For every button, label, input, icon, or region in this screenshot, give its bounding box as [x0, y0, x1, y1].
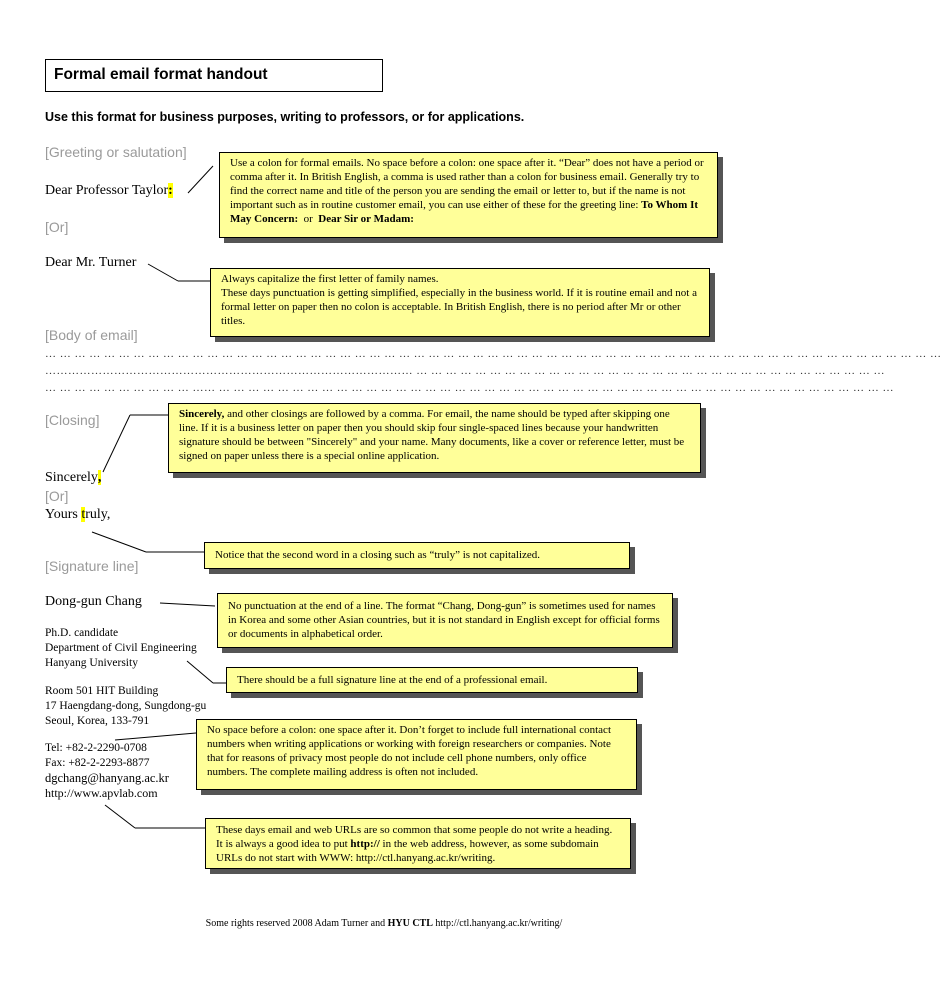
- body-label: [Body of email]: [45, 327, 138, 343]
- address-line: Room 501 HIT Building: [45, 685, 159, 697]
- signature-label: [Signature line]: [45, 558, 139, 574]
- page-title: Formal email format handout: [45, 59, 383, 92]
- note-truly: Notice that the second word in a closing such as “truly” is not capitalized.: [204, 542, 630, 569]
- address-block: [45, 684, 206, 729]
- closing-alt-pre: Yours: [45, 507, 82, 522]
- or-label-1: [Or]: [45, 219, 69, 235]
- footer-org: HYU CTL: [387, 918, 433, 929]
- closing-alt-highlight: t: [81, 507, 86, 522]
- closing-alt-post: ruly,: [85, 507, 111, 522]
- closing-text: Sincerely: [45, 470, 98, 485]
- note-greeting-mid: or: [298, 213, 319, 225]
- email-line: dgchang@hanyang.ac.kr: [45, 771, 169, 785]
- body-dots-1: … … … … … … … … … … … … … … … … … … … … … … … … … … … … … … … … … … … … … … … … … … … … … … … … … … … … … … … … … … … … …: [45, 348, 942, 360]
- closing-alt: [45, 507, 110, 523]
- closing-comma: ,: [97, 470, 102, 485]
- closing-label: [Closing]: [45, 412, 100, 428]
- footer: [0, 918, 768, 929]
- note-family-names-line-2: These days punctuation is getting simplified, especially in the business world. If it is routine email and not a formal letter on paper then no colon is acceptable. In British English, there is no period after Mr or other titles.: [221, 287, 697, 327]
- sig-line: Department of Civil Engineering: [45, 642, 197, 654]
- note-closing: [168, 403, 701, 473]
- note-urls-pre: These days email and web URLs are so common that some people do not write a heading. It is always a good idea to put: [216, 824, 613, 850]
- greeting-alt: Dear Mr. Turner: [45, 255, 137, 270]
- greeting-colon: :: [168, 183, 173, 198]
- sender-name: Dong-gun Chang: [45, 594, 142, 609]
- note-urls-bold: http://: [350, 838, 380, 850]
- note-greeting: [219, 152, 718, 238]
- greeting-line: [45, 183, 173, 199]
- note-contact: No space before a colon: one space after it. Don’t forget to include full international contact numbers when writing applications or working with foreign researchers or companies. Note that for reasons of privacy most people do not include cell phone numbers, only office numbers. The complete mailing address is often not included.: [196, 719, 637, 790]
- tel-line: Tel: +82-2-2290-0708: [45, 742, 147, 754]
- note-signature-line: There should be a full signature line at the end of a professional email.: [226, 667, 638, 693]
- note-greeting-text: Use a colon for formal emails. No space before a colon: one space after it. “Dear” does not have a period or comma after it. In British English, a comma is used rather than a colon for business email. Generally try to find the correct name and title of the person you are sending the email or letter to, but if the name is not important such as in routine customer email, you can use either of these for the greeting line:: [230, 157, 704, 211]
- closing-line: [45, 470, 101, 486]
- note-urls-post: in the web address, however, as some subdomain URLs do not start with WWW: http://ctl.hanyang.ac.kr/writing.: [216, 838, 599, 864]
- footer-url: http://ctl.hanyang.ac.kr/writing/: [432, 918, 563, 929]
- note-closing-bold: Sincerely,: [179, 408, 225, 420]
- note-greeting-bold-1: To Whom It May Concern:: [230, 199, 699, 225]
- body-dots-2: …………………………………………………………………………………… … … … … … … … … … … … … … … … … … … … … … … … … … … … … … … … …: [45, 365, 885, 377]
- contact-block: [45, 741, 169, 801]
- url-line: http://www.apvlab.com: [45, 786, 158, 800]
- or-label-2: [Or]: [45, 488, 69, 504]
- note-greeting-bold-2: Dear Sir or Madam:: [318, 213, 414, 225]
- note-name-punctuation: No punctuation at the end of a line. The format “Chang, Dong-gun” is sometimes used for names in Korea and some other Asian countries, but it is not standard in English except for official forms or documents in alphabetical order.: [217, 593, 673, 648]
- note-urls: [205, 818, 631, 869]
- sig-line: Hanyang University: [45, 657, 138, 669]
- address-line: 17 Haengdang-dong, Sungdong-gu: [45, 700, 207, 712]
- greeting-text: Dear Professor Taylor: [45, 183, 169, 198]
- greeting-label: [Greeting or salutation]: [45, 144, 187, 160]
- fax-line: Fax: +82-2-2293-8877: [45, 757, 150, 769]
- subtitle: Use this format for business purposes, writing to professors, or for applications.: [45, 110, 525, 124]
- body-dots-3: … … … … … … … … … … …… … … … … … … … … … … … … … … … … … … … … … … … … … … … … … … … … … … … … … … … … … … … … … …: [45, 382, 894, 394]
- signature-block: [45, 626, 197, 671]
- note-family-names: [210, 268, 710, 337]
- address-line: Seoul, Korea, 133-791: [45, 715, 150, 727]
- footer-pre: Some rights reserved 2008 Adam Turner and: [205, 918, 388, 929]
- sig-line: Ph.D. candidate: [45, 627, 119, 639]
- note-closing-text: and other closings are followed by a comma. For email, the name should be typed after skipping one line. If it is a business letter on paper then you should skip four single-spaced lines because your handwritten signature should be between "Sincerely" and your name. Many documents, like a cover or reference letter, must be signed on paper unless there is a special online application.: [179, 408, 685, 462]
- note-family-names-line-1: Always capitalize the first letter of family names.: [221, 273, 439, 285]
